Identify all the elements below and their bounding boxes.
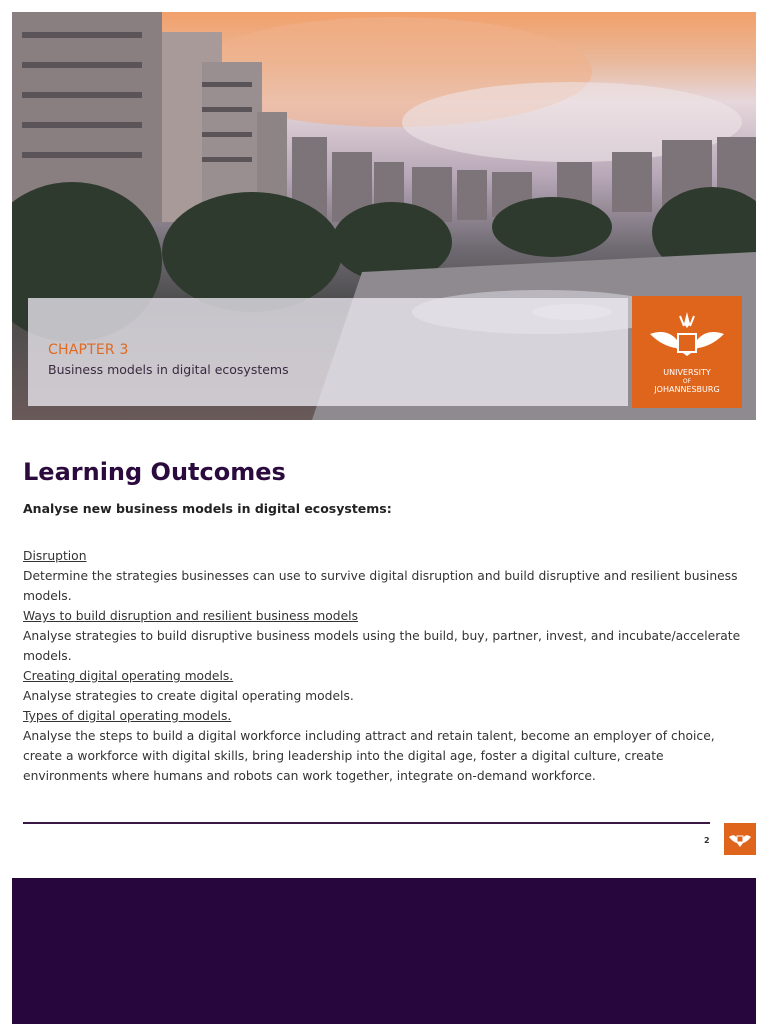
outcome-text: Analyse strategies to create digital operating models.	[23, 689, 354, 703]
outcome-heading: Ways to build disruption and resilient business models	[23, 609, 358, 623]
footer-band	[12, 878, 756, 1024]
outcome-heading: Creating digital operating models.	[23, 669, 234, 683]
small-crest-logo	[724, 823, 756, 855]
banner-image	[12, 12, 756, 420]
outcome-heading: Disruption	[23, 549, 87, 563]
logo-line-2: OF	[682, 378, 692, 385]
logo-line-1: UNIVERSITY	[663, 368, 711, 377]
page-title: Learning Outcomes	[23, 458, 286, 486]
crest-icon	[632, 306, 742, 366]
university-logo	[632, 296, 742, 408]
logo-line-3: JOHANNESBURG	[654, 385, 720, 394]
crest-icon	[724, 823, 756, 855]
chapter-label: CHAPTER 3	[48, 342, 129, 358]
outcome-text: Analyse the steps to build a digital workforce including attract and retain talent, become an employer of choice, create a workforce with digital skills, bring leadership into the digital age, foster a digital culture, create environments where humans and robots can work together, integrate on-demand workforce.	[23, 729, 715, 783]
page-number: 2	[704, 836, 710, 845]
outcome-heading: Types of digital operating models.	[23, 709, 232, 723]
chapter-subtitle: Business models in digital ecosystems	[48, 362, 289, 377]
chapter-title-box	[28, 298, 628, 406]
outcome-text: Determine the strategies businesses can use to survive digital disruption and build disruptive and resilient business models.	[23, 569, 738, 603]
learning-outcomes-list	[23, 546, 745, 786]
footer-divider	[23, 822, 710, 824]
intro-text: Analyse new business models in digital ecosystems:	[23, 501, 392, 516]
outcome-text: Analyse strategies to build disruptive business models using the build, buy, partner, invest, and incubate/accelerate models.	[23, 629, 741, 663]
